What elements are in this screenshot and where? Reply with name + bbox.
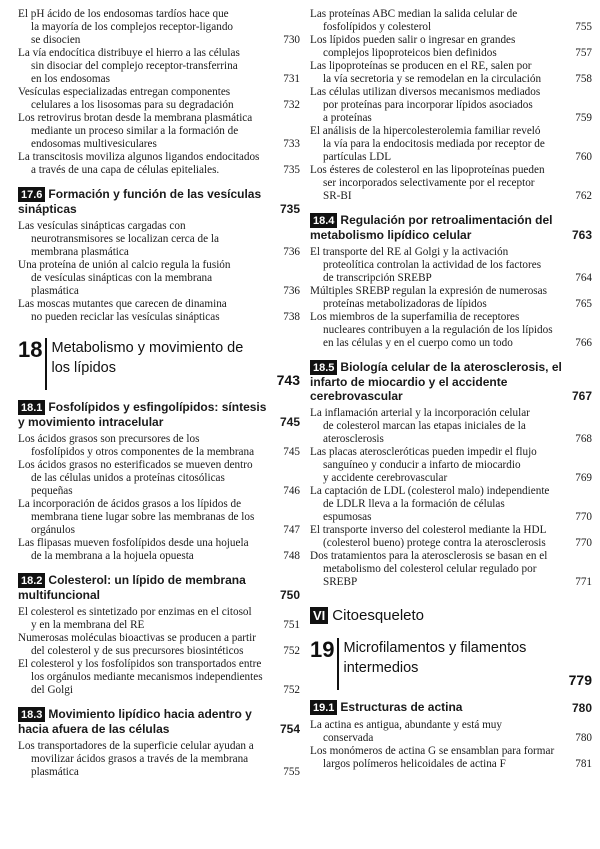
section-heading[interactable] [18, 573, 300, 602]
entry-title: Las vesículas sinápticas cargadas con [18, 220, 186, 232]
chapter-heading[interactable] [310, 638, 592, 690]
part-number-badge: VI [310, 607, 328, 624]
page-number: 731 [283, 73, 300, 85]
section-title: Movimiento lipídico hacia adentro y hacia afuera de las células [18, 707, 252, 736]
toc-entry[interactable] [310, 164, 592, 203]
entry-title-continued: de transcripción SREBP [323, 272, 432, 284]
chapter-title-block [343, 638, 592, 690]
page-number: 781 [575, 758, 592, 770]
section-number-badge: 18.4 [310, 213, 337, 228]
page-number: 770 [575, 537, 592, 549]
entry-title-continued: (colesterol bueno) protege contra la aterosclerosis [323, 537, 546, 549]
entry-title-continued: los orgánulos mediante mecanismos independientes [31, 671, 263, 683]
entry-title: Vesículas especializadas entregan componentes [18, 86, 231, 98]
entry-title-continued: la vía secretoria y se remodelan en la circulación [323, 73, 542, 85]
section-title: Fosfolípidos y esfingolípidos: síntesis y movimiento intracelular [18, 400, 267, 429]
toc-entry[interactable] [310, 246, 592, 285]
section-number-badge: 18.3 [18, 707, 45, 722]
toc-entry[interactable] [310, 745, 592, 771]
entry-title-continued: metabolismo del colesterol celular regulado por [323, 563, 537, 575]
entry-title-continued: conservada [323, 732, 374, 744]
entry-title-continued: celulares a los lisosomas para su degradación [31, 99, 234, 111]
toc-entry[interactable] [310, 485, 592, 524]
page-number: 762 [575, 190, 592, 202]
page-number: 769 [575, 472, 592, 484]
page-number: 732 [283, 99, 300, 111]
page-number: 765 [575, 298, 592, 310]
toc-entry[interactable] [18, 112, 300, 151]
section-heading[interactable] [310, 700, 592, 715]
entry-title: Los miembros de la superfamilia de receptores [310, 311, 520, 323]
page-number: 735 [283, 164, 300, 176]
page-number: 760 [575, 151, 592, 163]
section-heading[interactable] [18, 187, 300, 216]
entry-title-continued: en las células y en el cuerpo como un todo [323, 337, 513, 349]
page-number: 747 [283, 524, 300, 536]
entry-title-continued: no pueden reciclar las vesículas sinápticas [31, 311, 220, 323]
part-heading[interactable] [310, 607, 592, 624]
toc-entry[interactable] [18, 632, 300, 658]
entry-title-continued: movilizar ácidos grasos a través de la membrana [31, 753, 249, 765]
entry-title: El transporte del RE al Golgi y la activación [310, 246, 509, 258]
entry-title-continued: fosfolípidos y colesterol [323, 21, 432, 33]
entry-title-continued: y en la membrana del RE [31, 619, 145, 631]
section-title: Biología celular de la aterosclerosis, el infarto de miocardio y el accidente cerebrovascular [310, 360, 562, 403]
page-number: 754 [279, 722, 300, 736]
page-number: 755 [283, 766, 300, 778]
entry-title: Las moscas mutantes que carecen de dinamina [18, 298, 227, 310]
toc-entry[interactable] [310, 407, 592, 446]
toc-entry[interactable] [18, 298, 300, 324]
toc-entry[interactable] [310, 311, 592, 350]
page-number: 764 [575, 272, 592, 284]
toc-entry[interactable] [18, 740, 300, 779]
toc-entry[interactable] [310, 8, 592, 34]
entry-title: La inflamación arterial y la incorporación celular [310, 407, 530, 419]
toc-entry[interactable] [18, 220, 300, 259]
entry-title: El pH ácido de los endosomas tardíos hace que [18, 8, 229, 20]
page-number: 766 [575, 337, 592, 349]
section-heading[interactable] [18, 400, 300, 429]
section-number-badge: 18.1 [18, 400, 45, 415]
entry-title-continued: proteolítica controlan la actividad de los factores [323, 259, 542, 271]
page-number: 745 [283, 446, 300, 458]
page-number: 757 [575, 47, 592, 59]
entry-title-continued: ser incorporados selectivamente por el receptor [323, 177, 535, 189]
entry-title-continued: nucleares contribuyen a la regulación de los lípidos [323, 324, 553, 336]
entry-title-continued: proteínas metabolizadoras de lípidos [323, 298, 487, 310]
entry-title: La actina es antigua, abundante y está muy [310, 719, 502, 731]
section-heading[interactable] [310, 213, 592, 242]
section-number-badge: 17.6 [18, 187, 45, 202]
page-number: 763 [571, 228, 592, 242]
entry-title: El transporte inverso del colesterol mediante la HDL [310, 524, 547, 536]
chapter-number: 19 [310, 638, 339, 690]
entry-title-continued: de LDLR lleva a la formación de células [323, 498, 505, 510]
entry-title-continued: de colesterol marcan las etapas iniciales de la [323, 420, 526, 432]
page-number: 733 [283, 138, 300, 150]
left-column [18, 8, 300, 779]
right-column [310, 8, 592, 771]
toc-entry[interactable] [18, 47, 300, 86]
page-number: 768 [575, 433, 592, 445]
entry-title: La transcitosis moviliza algunos ligandos endocitados [18, 151, 260, 163]
entry-title: La captación de LDL (colesterol malo) independiente [310, 485, 550, 497]
entry-title: Dos tratamientos para la aterosclerosis se basan en el [310, 550, 548, 562]
entry-title-continued: la vía para la endocitosis mediada por receptor de [323, 138, 545, 150]
entry-title-continued: neurotransmisores se localizan cerca de la [31, 233, 219, 245]
section-heading[interactable] [18, 707, 300, 736]
entry-title-continued: membrana tiene lugar sobre las membranas de los [31, 511, 255, 523]
entry-title: Múltiples SREBP regulan la expresión de numerosas [310, 285, 547, 297]
page-number: 780 [575, 732, 592, 744]
page-number: 758 [575, 73, 592, 85]
entry-title-continued: membrana plasmática [31, 246, 129, 258]
entry-title-continued: la mayoría de los complejos receptor-ligando [31, 21, 234, 33]
page-number: 748 [283, 550, 300, 562]
toc-entry[interactable] [310, 86, 592, 125]
toc-entry[interactable] [310, 446, 592, 485]
toc-entry[interactable] [18, 259, 300, 298]
toc-entry[interactable] [310, 524, 592, 550]
entry-title-continued: sanguíneo y conducir a infarto de miocardio [323, 459, 521, 471]
entry-title-continued: plasmática [31, 285, 79, 297]
chapter-heading[interactable] [18, 338, 300, 390]
entry-title-continued: partículas LDL [323, 151, 392, 163]
page-number: 767 [571, 389, 592, 403]
toc-entry[interactable] [310, 285, 592, 311]
entry-title: Las lipoproteínas se producen en el RE, salen por [310, 60, 532, 72]
entry-title: Las proteínas ABC median la salida celular de [310, 8, 518, 20]
entry-title-continued: en los endosomas [31, 73, 110, 85]
toc-entry[interactable] [18, 8, 300, 47]
entry-title-continued: de vesículas sinápticas con la membrana [31, 272, 213, 284]
entry-title-continued: se disocien [31, 34, 81, 46]
entry-title-continued: endosomas multivesiculares [31, 138, 157, 150]
entry-title-continued: aterosclerosis [323, 433, 384, 445]
section-number-badge: 18.2 [18, 573, 45, 588]
page-number: 779 [568, 672, 592, 688]
section-number-badge: 19.1 [310, 700, 337, 715]
entry-title: Los ácidos grasos no esterificados se mueven dentro [18, 459, 253, 471]
section-heading[interactable] [310, 360, 592, 403]
toc-entry[interactable] [310, 719, 592, 745]
entry-title-continued: largos polímeros helicoidales de actina F [323, 758, 506, 770]
entry-title: El colesterol y los fosfolípidos son transportados entre [18, 658, 262, 670]
page-number: 755 [575, 21, 592, 33]
part-title: Citoesqueleto [332, 607, 425, 624]
chapter-number: 18 [18, 338, 47, 390]
page-number: 730 [283, 34, 300, 46]
section-number-badge: 18.5 [310, 360, 337, 375]
toc-entry[interactable] [310, 550, 592, 589]
toc-entry[interactable] [18, 498, 300, 537]
entry-title-continued: por proteínas para incorporar lípidos asociados [323, 99, 533, 111]
entry-title-continued: orgánulos [31, 524, 75, 536]
page-number: 750 [279, 588, 300, 602]
chapter-title-block [51, 338, 300, 390]
entry-title: El análisis de la hipercolesterolemia familiar reveló [310, 125, 541, 137]
entry-title-continued: sin disociar del complejo receptor-transferrina [31, 60, 238, 72]
entry-title-continued: SREBP [323, 576, 358, 588]
chapter-title: Metabolismo y movimiento de los lípidos [51, 340, 244, 376]
entry-title-continued: complejos lipoproteicos bien definidos [323, 47, 497, 59]
chapter-title: Microfilamentos y filamentos intermedios [343, 640, 527, 676]
entry-title-continued: de las células unidos a proteínas citosólicas [31, 472, 225, 484]
section-title: Colesterol: un lípido de membrana multifuncional [18, 573, 246, 602]
entry-title-continued: espumosas [323, 511, 372, 523]
entry-title: La incorporación de ácidos grasos a los lípidos de [18, 498, 242, 510]
toc-entry[interactable] [310, 60, 592, 86]
toc-entry[interactable] [18, 86, 300, 112]
page-number: 738 [283, 311, 300, 323]
page-number: 736 [283, 246, 300, 258]
entry-title-continued: SR-BI [323, 190, 352, 202]
entry-title-continued: del Golgi [31, 684, 73, 696]
page-number: 770 [575, 511, 592, 523]
entry-title-continued: del colesterol y de sus precursores biosintéticos [31, 645, 244, 657]
entry-title: Los retrovirus brotan desde la membrana plasmática [18, 112, 253, 124]
entry-title: Las flipasas mueven fosfolípidos desde una hojuela [18, 537, 249, 549]
entry-title: El colesterol es sintetizado por enzimas en el citosol [18, 606, 252, 618]
entry-title-continued: plasmática [31, 766, 79, 778]
section-title: Estructuras de actina [340, 700, 463, 714]
entry-title: Los ésteres de colesterol en las lipoproteínas pueden [310, 164, 545, 176]
page-number: 780 [571, 701, 592, 715]
entry-title-continued: de la membrana a la hojuela opuesta [31, 550, 194, 562]
entry-title-continued: a proteínas [323, 112, 372, 124]
entry-title: Las placas ateroscleróticas pueden impedir el flujo [310, 446, 537, 458]
page-number: 745 [279, 415, 300, 429]
entry-title: La vía endocítica distribuye el hierro a las células [18, 47, 240, 59]
entry-title-continued: fosfolípidos y otros componentes de la membrana [31, 446, 255, 458]
toc-entry[interactable] [18, 151, 300, 177]
toc-entry[interactable] [310, 125, 592, 164]
entry-title: Una proteína de unión al calcio regula la fusión [18, 259, 231, 271]
entry-title: Los transportadores de la superficie celular ayudan a [18, 740, 254, 752]
toc-entry[interactable] [310, 34, 592, 60]
page-number: 759 [575, 112, 592, 124]
entry-title-continued: y accidente cerebrovascular [323, 472, 448, 484]
entry-title-continued: pequeñas [31, 485, 73, 497]
section-title: Formación y función de las vesículas sinápticas [18, 187, 262, 216]
entry-title: Los monómeros de actina G se ensamblan para formar [310, 745, 555, 757]
page-number: 735 [279, 202, 300, 216]
page-number: 751 [283, 619, 300, 631]
entry-title: Los lípidos pueden salir o ingresar en grandes [310, 34, 516, 46]
toc-entry[interactable] [18, 459, 300, 498]
toc-entry[interactable] [18, 537, 300, 563]
page-number: 746 [283, 485, 300, 497]
page-number: 736 [283, 285, 300, 297]
toc-entry[interactable] [18, 606, 300, 632]
section-title: Regulación por retroalimentación del metabolismo lipídico celular [310, 213, 553, 242]
entry-title-continued: mediante un proceso similar a la formación de [31, 125, 239, 137]
page-number: 771 [575, 576, 592, 588]
entry-title: Los ácidos grasos son precursores de los [18, 433, 200, 445]
entry-title: Numerosas moléculas bioactivas se producen a partir [18, 632, 256, 644]
page-number: 752 [283, 684, 300, 696]
page-number: 743 [276, 372, 300, 388]
entry-title: Las células utilizan diversos mecanismos mediados [310, 86, 541, 98]
toc-entry[interactable] [18, 433, 300, 459]
toc-entry[interactable] [18, 658, 300, 697]
page-number: 752 [283, 645, 300, 657]
entry-title-continued: a través de una capa de células epiteliales. [31, 164, 220, 176]
